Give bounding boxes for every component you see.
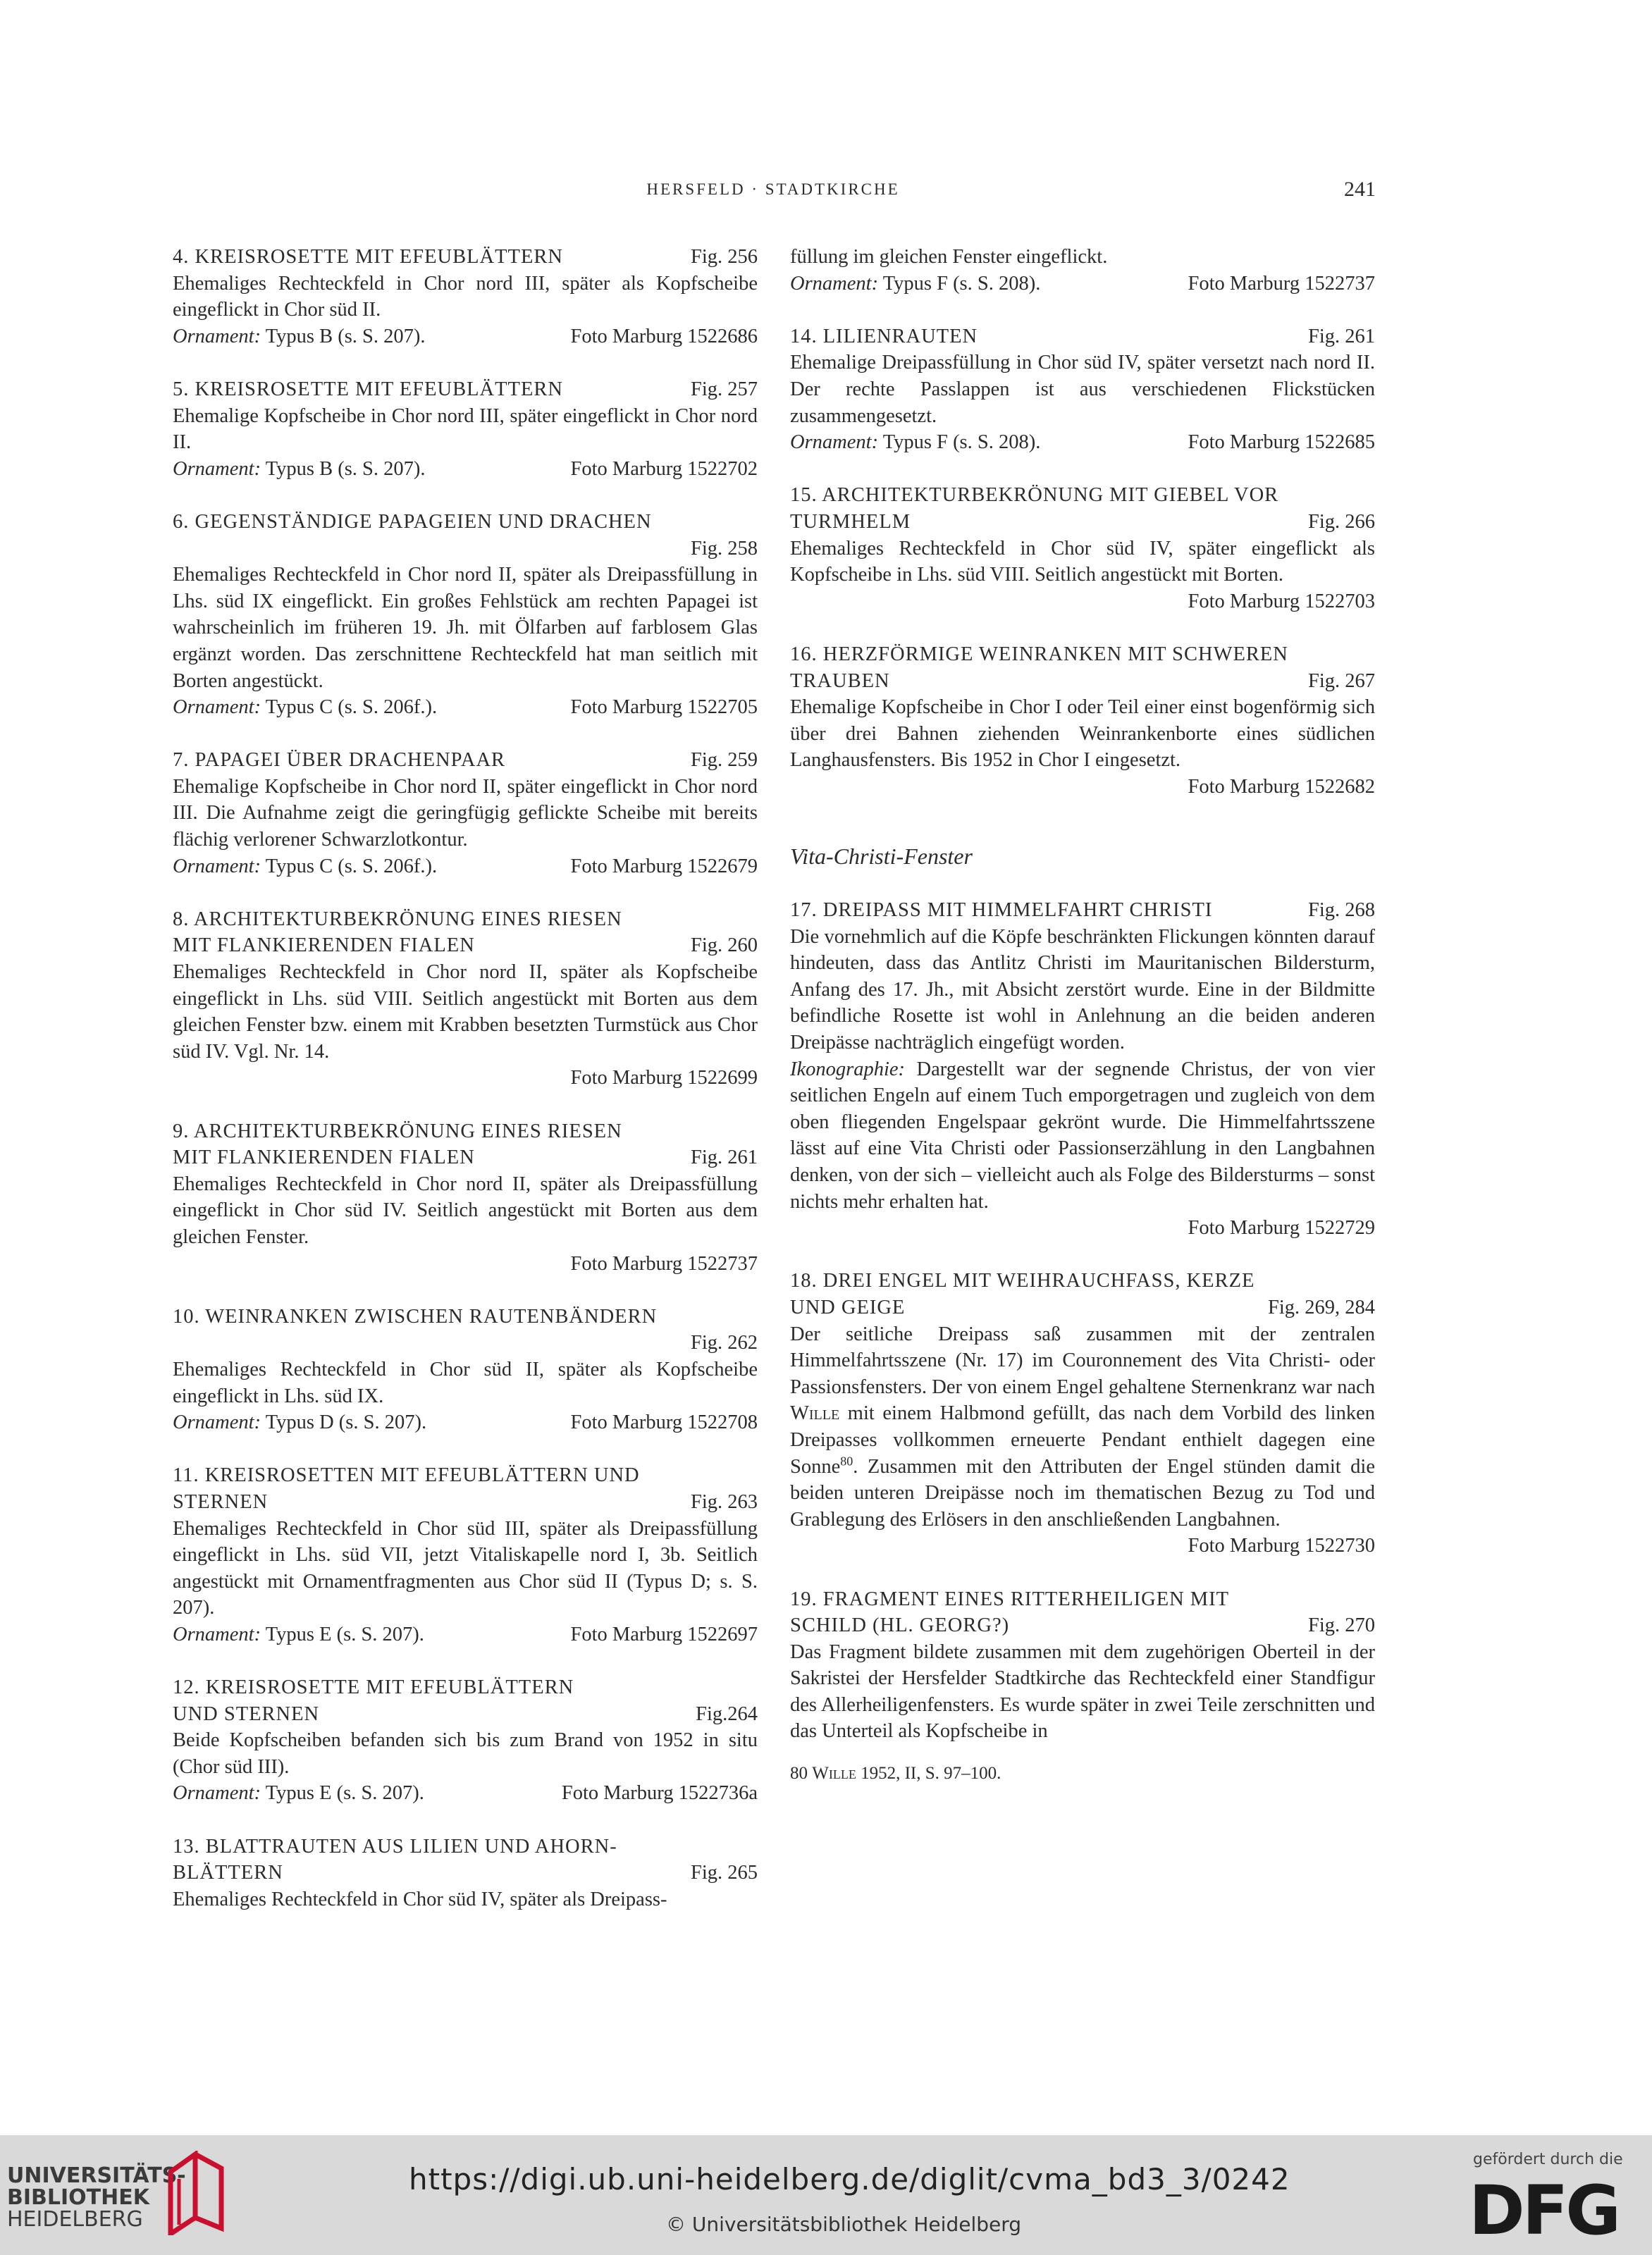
photo-credit: Foto Marburg 1522697: [570, 1623, 758, 1645]
running-header: [171, 180, 1376, 209]
catalog-entry-7: [173, 747, 758, 879]
entry-heading: 6. GEGENSTÄNDIGE PAPAGEIEN UND DRACHEN: [173, 510, 652, 533]
ornament-label: Ornament:: [173, 1411, 261, 1434]
page-number: 241: [1344, 178, 1376, 201]
catalog-entry-13: [173, 1834, 758, 1913]
figure-ref: Fig. 265: [690, 1862, 758, 1884]
entry-heading: 7. PAPAGEI ÜBER DRACHENPAAR: [173, 749, 506, 772]
entry-heading-cont: TURMHELM: [790, 510, 911, 533]
figure-ref: Fig. 258: [690, 537, 758, 560]
iconography-text: Dargestellt war der segnende Christus, der von vier seitlichen Engeln auf einem Tuch emporgetragen und zugleich von dem oben fliegenden Engelspaar gekrönt wurde. Die Himmelfahrtsszene lässt auf eine Vita Christi oder Passionserzählung in den Langbahnen denken, von der sich – vielleicht auch als Folge des Bildersturms – sonst nichts mehr erhalten hat.: [790, 1058, 1376, 1213]
entry-heading: 18. DREI ENGEL MIT WEIHRAUCHFASS, KERZE: [790, 1270, 1255, 1292]
photo-credit: Foto Marburg 1522737: [570, 1252, 758, 1275]
entry-text: füllung im gleichen Fenster eingeflickt.: [790, 246, 1108, 268]
dfg-logo-text: DFG: [1469, 2172, 1619, 2242]
entry-text: Ehemaliges Rechteckfeld in Chor nord II, später als Dreipassfüllung eingeflickt in Chor süd IV. Seitlich angestückt mit Borten aus dem gleichen Fenster.: [173, 1173, 758, 1248]
iconography-label: Ikonographie:: [790, 1058, 906, 1080]
ornament-type: Typus C (s. S. 206f.).: [265, 696, 438, 719]
photo-credit: Foto Marburg 1522682: [1188, 775, 1375, 798]
photo-credit: Foto Marburg 1522686: [570, 325, 758, 347]
figure-ref: Fig. 263: [690, 1490, 758, 1513]
entry-text: Ehemalige Kopfscheibe in Chor nord III, später eingeflickt in Chor nord II.: [173, 404, 758, 454]
figure-ref: Fig. 267: [1307, 669, 1375, 692]
ornament-label: Ornament:: [173, 457, 261, 480]
dfg-logo[interactable]: [1467, 2172, 1629, 2242]
photo-credit: Foto Marburg 1522705: [570, 696, 758, 719]
entry-heading: 4. KREISROSETTE MIT EFEUBLÄTTERN: [173, 246, 563, 268]
photo-credit: Foto Marburg 1522730: [1188, 1535, 1375, 1557]
ornament-label: Ornament:: [790, 272, 879, 295]
ornament-label: Ornament:: [173, 696, 261, 719]
catalog-entry-6: [173, 509, 758, 721]
figure-ref: Fig. 256: [690, 246, 758, 268]
ornament-type: Typus C (s. S. 206f.).: [265, 855, 438, 877]
catalog-entry-9: [173, 1118, 758, 1278]
library-footer-bar: [0, 2135, 1652, 2255]
catalog-entry-16: [790, 641, 1375, 801]
entry-heading-cont: BLÄTTERN: [173, 1862, 283, 1884]
entry-text: [790, 1321, 1375, 1533]
figure-ref: Fig. 257: [690, 378, 758, 400]
catalog-entry-12: [173, 1674, 758, 1807]
photo-credit: Foto Marburg 1522685: [1188, 431, 1375, 454]
entry-heading: 5. KREISROSETTE MIT EFEUBLÄTTERN: [173, 378, 563, 400]
entry-heading-cont: UND STERNEN: [173, 1703, 320, 1725]
author-name: Wille: [790, 1402, 840, 1425]
entry-text: Ehemaliges Rechteckfeld in Chor süd IV, später eingeflickt als Kopfscheibe in Lhs. süd VIII. Seitlich angestückt mit Borten.: [790, 537, 1375, 586]
book-logo-icon: [164, 2151, 227, 2235]
ornament-type: Typus E (s. S. 207).: [265, 1623, 424, 1645]
figure-ref: Fig. 266: [1307, 510, 1375, 533]
copyright-notice: © Universitätsbibliothek Heidelberg: [666, 2213, 1022, 2236]
photo-credit: Foto Marburg 1522736a: [561, 1782, 758, 1805]
entry-text-c: . Zusammen mit den Attributen der Engel stünden damit die beiden unteren Dreipässe noch im thematischen Bezug zu Tod und Grablegung des Erlösers in den anschließenden Langbahnen.: [790, 1455, 1375, 1531]
footnote-author: Wille: [812, 1764, 856, 1784]
catalog-entry-8: [173, 906, 758, 1092]
entry-text: Das Fragment bildete zusammen mit dem zugehörigen Oberteil in der Sakristei der Hersfelder Stadtkirche das Rechteckfeld einer Standfigur des Allerheiligenfensters. Es wurde später in zwei Teile zerschnitten und das Unterteil als Kopfscheibe in: [790, 1641, 1375, 1743]
entry-text: Ehemaliges Rechteckfeld in Chor nord III, später als Kopfscheibe eingeflickt in Chor süd II.: [173, 272, 758, 321]
catalog-entry-4: [173, 244, 758, 350]
catalog-entry-10: [173, 1304, 758, 1436]
entry-text: Ehemaliges Rechteckfeld in Chor nord II, später als Dreipassfüllung in Lhs. süd IX eingeflickt. Ein großes Fehlstück am rechten Papagei ist wahrscheinlich im früheren 19. Jh. mit Ölfarben auf farblosem Glas ergänzt worden. Das zerschnittene Rechteckfeld hat man seitlich mit Borten angestückt.: [173, 564, 758, 692]
ornament-type: Typus F (s. S. 208).: [882, 431, 1041, 454]
ornament-label: Ornament:: [790, 431, 879, 454]
footnote: [790, 1760, 1375, 1787]
ub-heidelberg-logo[interactable]: [7, 2165, 186, 2230]
entry-heading-cont: MIT FLANKIERENDEN FIALEN: [173, 1147, 475, 1169]
footnote-number: 80: [790, 1764, 808, 1784]
entry-heading: 9. ARCHITEKTURBEKRÖNUNG EINES RIESEN: [173, 1120, 622, 1142]
catalog-entry-11: [173, 1462, 758, 1648]
catalog-entry-19: [790, 1586, 1375, 1746]
photo-credit: Foto Marburg 1522699: [570, 1067, 758, 1089]
entry-text: Ehemaliges Rechteckfeld in Chor süd III, später als Dreipassfüllung eingeflickt in Lhs. süd VII, jetzt Vitaliskapelle nord I, 3b. Seitlich angestückt mit Ornamentfragmenten aus Chor süd II (Typus D; s. S. 207).: [173, 1517, 758, 1619]
figure-ref: Fig. 262: [690, 1332, 758, 1354]
entry-heading: 15. ARCHITEKTURBEKRÖNUNG MIT GIEBEL VOR: [790, 484, 1279, 507]
photo-credit: Foto Marburg 1522729: [1188, 1217, 1375, 1240]
entry-text: Ehemaliges Rechteckfeld in Chor süd IV, später als Dreipass-: [173, 1888, 667, 1910]
footnote-marker: 80: [840, 1454, 853, 1469]
logo-line-3: HEIDELBERG: [7, 2207, 143, 2232]
logo-line-1: UNIVERSITÄTS-: [7, 2163, 186, 2188]
figure-ref: Fig. 261: [690, 1147, 758, 1169]
entry-text-a: Der seitliche Dreipass saß zusammen mit der zentralen Himmelfahrtsszene (Nr. 17) im Couronnement des Vita Christi- oder Passionsfensters. Der von einem Engel gehaltene Sternenkranz war nach: [790, 1323, 1375, 1398]
photo-credit: Foto Marburg 1522702: [570, 457, 758, 480]
catalog-entry-5: [173, 376, 758, 482]
entry-heading: 8. ARCHITEKTURBEKRÖNUNG EINES RIESEN: [173, 908, 622, 930]
section-title: Vita-Christi-Fenster: [790, 844, 973, 870]
entry-text: Ehemaliges Rechteckfeld in Chor nord II, später als Kopfscheibe eingeflickt in Lhs. süd VIII. Seitlich angestückt mit Borten aus dem gleichen Fenster bzw. einem mit Krabben besetzten Turmstück aus Chor süd IV. Vgl. Nr. 14.: [173, 961, 758, 1063]
entry-heading: 16. HERZFÖRMIGE WEINRANKEN MIT SCHWEREN: [790, 643, 1288, 665]
entry-text: Ehemalige Kopfscheibe in Chor nord II, später eingeflickt in Chor nord III. Die Aufnahme zeigt die geringfügig geflickte Scheibe mit bereits flächig verlorener Schwarzlotkontur.: [173, 775, 758, 851]
ornament-type: Typus F (s. S. 208).: [882, 272, 1041, 295]
ornament-type: Typus D (s. S. 207).: [265, 1411, 427, 1434]
ornament-label: Ornament:: [173, 325, 261, 347]
ornament-label: Ornament:: [173, 1782, 261, 1805]
figure-ref: Fig. 260: [690, 934, 758, 957]
entry-heading-cont: TRAUBEN: [790, 669, 890, 692]
entry-text: Ehemalige Kopfscheibe in Chor I oder Teil einer einst bogenförmig sich über drei Bahnen ziehenden Weinrankenborte eines südlichen Langhausfensters. Bis 1952 in Chor I eingesetzt.: [790, 696, 1375, 772]
entry-text: Ehemalige Dreipassfüllung in Chor süd IV, später versetzt nach nord II. Der rechte Passlappen ist aus verschiedenen Flickstücken zusammengesetzt.: [790, 352, 1375, 427]
catalog-entry-13-continued: [790, 244, 1375, 297]
photo-credit: Foto Marburg 1522679: [570, 855, 758, 877]
catalog-entry-14: [790, 323, 1375, 456]
entry-heading-cont: SCHILD (HL. GEORG?): [790, 1614, 1010, 1637]
running-title: HERSFELD · STADTKIRCHE: [646, 180, 900, 198]
entry-text: Die vornehmlich auf die Köpfe beschränkten Flickungen könnten darauf hindeuten, dass das Antlitz Christi im Mauritanischen Bildersturm, Anfang des 17. Jh., mit Absicht zerstört wurde. Eine in der Bildmitte befindliche Rosette ist wohl in Anlehnung an die beiden anderen Dreipässe nachträglich eingefügt worden.: [790, 925, 1375, 1054]
funding-note: gefördert durch die: [1473, 2151, 1623, 2168]
entry-heading: 19. FRAGMENT EINES RITTERHEILIGEN MIT: [790, 1588, 1230, 1610]
photo-credit: Foto Marburg 1522737: [1188, 272, 1375, 295]
figure-ref: Fig.264: [696, 1703, 758, 1725]
photo-credit: Foto Marburg 1522708: [570, 1411, 758, 1434]
ornament-type: Typus E (s. S. 207).: [265, 1782, 424, 1805]
logo-line-2: BIBLIOTHEK: [7, 2185, 149, 2210]
catalog-entry-17: [790, 897, 1375, 1242]
entry-heading: 11. KREISROSETTEN MIT EFEUBLÄTTERN UND: [173, 1464, 640, 1487]
figure-ref: Fig. 261: [1307, 325, 1375, 347]
figure-ref: Fig. 270: [1307, 1614, 1375, 1637]
ornament-type: Typus B (s. S. 207).: [265, 457, 426, 480]
entry-heading: 14. LILIENRAUTEN: [790, 325, 978, 347]
footnote-text: 1952, II, S. 97–100.: [861, 1764, 1001, 1784]
catalog-entry-18: [790, 1268, 1375, 1559]
right-column: [790, 244, 1375, 1787]
entry-heading-cont: MIT FLANKIERENDEN FIALEN: [173, 934, 475, 957]
entry-heading: 13. BLATTRAUTEN AUS LILIEN UND AHORN-: [173, 1835, 617, 1858]
entry-text: Beide Kopfscheiben befanden sich bis zum Brand von 1952 in situ (Chor süd III).: [173, 1729, 758, 1778]
entry-heading-cont: STERNEN: [173, 1490, 269, 1513]
entry-heading: 10. WEINRANKEN ZWISCHEN RAUTENBÄNDERN: [173, 1305, 658, 1328]
ornament-label: Ornament:: [173, 855, 261, 877]
permalink-url[interactable]: https://digi.ub.uni-heidelberg.de/diglit/cvma_bd3_3/0242: [409, 2162, 1290, 2197]
entry-text: Ehemaliges Rechteckfeld in Chor süd II, später als Kopfscheibe eingeflickt in Lhs. süd IX.: [173, 1358, 758, 1407]
photo-credit: Foto Marburg 1522703: [1188, 590, 1375, 612]
entry-text-b: mit einem Halbmond gefüllt, das nach dem Vorbild des linken Dreipasses vollkommen erneuerte Pendant enthielt dagegen eine Sonne: [790, 1402, 1375, 1478]
ornament-label: Ornament:: [173, 1623, 261, 1645]
catalog-entry-15: [790, 482, 1375, 614]
figure-ref: Fig. 269, 284: [1267, 1296, 1375, 1318]
entry-heading-cont: UND GEIGE: [790, 1296, 906, 1318]
entry-heading: 17. DREIPASS MIT HIMMELFAHRT CHRISTI: [790, 899, 1213, 922]
figure-ref: Fig. 259: [690, 749, 758, 772]
figure-ref: Fig. 268: [1307, 899, 1375, 922]
entry-heading: 12. KREISROSETTE MIT EFEUBLÄTTERN: [173, 1676, 574, 1699]
left-column: [173, 244, 758, 1939]
ornament-type: Typus B (s. S. 207).: [265, 325, 426, 347]
